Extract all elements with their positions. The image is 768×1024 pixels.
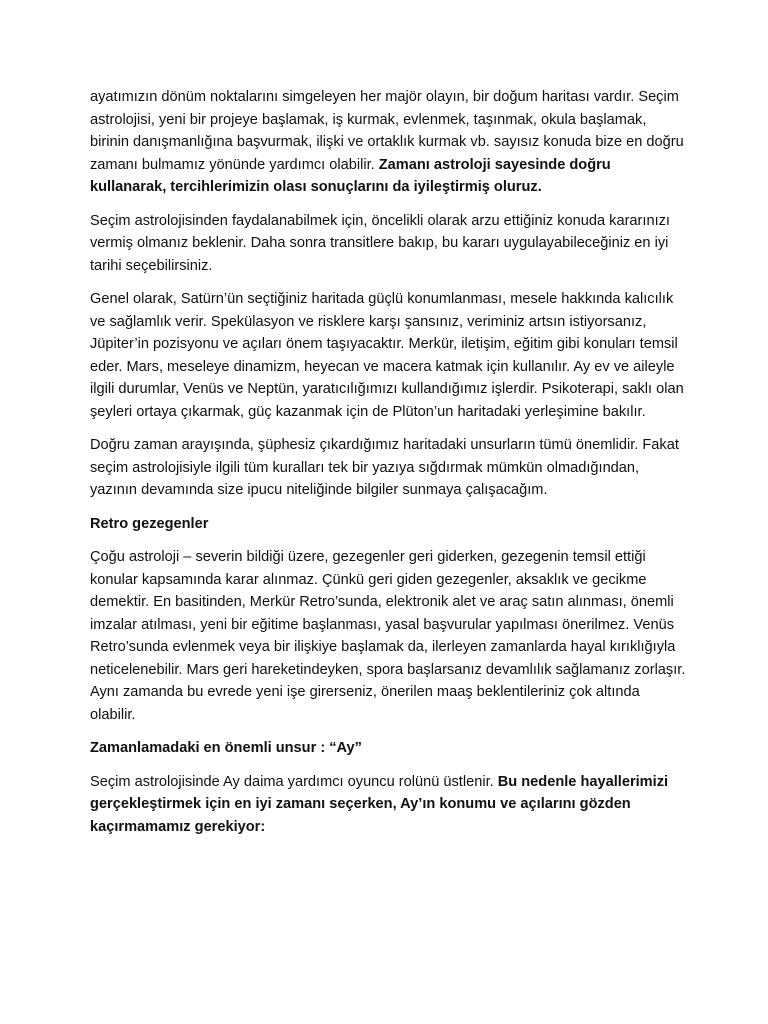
paragraph-planets: Genel olarak, Satürn’ün seçtiğiniz haritada güçlü konumlanması, mesele hakkında kalıcılık ve sağlamlık verir. Spekülasyon ve risklere karşı şansınız, veriminiz artsın istiyorsanız, Jüpiter’in pozisyonu ve açıları önem taşıyacaktır. Merkür, iletişim, eğitim gibi konuları temsil eder. Mars, meseleye dinamizm, heyecan ve macera katmak için kullanılır. Ay ev ve aileyle ilgili durumlar, Venüs ve Neptün, yaratıcılığımızı kullandığımız işlerdir. Psikoterapi, saklı olan şeyleri ortaya çıkarmak, güç kazanmak için de Plüton’un haritadaki yerleşimine bakılır. [90,291,684,420]
document-page [90,86,686,849]
paragraph-retro: Çoğu astroloji – severin bildiği üzere, gezegenler geri giderken, gezegenin temsil ettiği konular kapsamında karar alınmaz. Çünkü geri giden gezegenler, aksaklık ve gecikme demektir. En basitinden, Merkür Retro’sunda, elektronik alet ve araç satın alınması, önemli imzalar atılması, yeni bir eğitime başlanması, yasal başvurular yapılması önerilmez. Venüs Retro’sunda evlenmek veya bir ilişkiye başlamak da, ilerleyen zamanlarda hayal kırıklığıyla neticelenebilir. Mars geri hareketindeyken, spora başlarsanız devamlılık sağlamanız zorlaşır. Aynı zamanda bu evrede yeni işe girerseniz, önerilen maaş beklentileriniz çok altında olabilir. [90,549,686,723]
paragraph-moon-text: Seçim astrolojisinde Ay daima yardımcı oyuncu rolünü üstlenir. [90,773,498,790]
paragraph-intro-text: ayatımızın dönüm noktalarını simgeleyen her majör olayın, bir doğum haritası vardır. Seçim astrolojisi, yeni bir projeye başlamak, iş kurmak, evlenmek, taşınmak, okula başlamak, birinin danışmanlığına başvurmak, ilişki ve ortaklık kurmak vb. sayısız konuda bize en doğru zamanı bulmamız yönünde yardımcı olabilir. [90,89,684,173]
paragraph-moon [90,771,686,839]
paragraph-right-time: Doğru zaman arayışında, şüphesiz çıkardığımız haritadaki unsurların tümü önemlidir. Fakat seçim astrolojisiyle ilgili tüm kuralları tek bir yazıya sığdırmak mümkün olmadığından, yazının devamında size ipucu niteliğinde bilgiler sunmaya çalışacağım. [90,437,679,498]
paragraph-intro [90,86,686,199]
section-heading-retro: Retro gezegenler [90,515,209,532]
section-heading-moon: Zamanlamadaki en önemli unsur : “Ay” [90,740,362,756]
paragraph-decision: Seçim astrolojisinden faydalanabilmek için, öncelikli olarak arzu ettiğiniz konuda kararınızı vermiş olmanız beklenir. Daha sonra transitlere bakıp, bu kararı uygulayabileceğiniz en iyi tarihi seçebilirsiniz. [90,212,670,274]
paragraph-moon-emphasis: Bu nedenle hayallerimizi gerçekleştirmek için en iyi zamanı seçerken, Ay’ın konumu ve açılarını gözden kaçırmamamız gerekiyor: [90,773,669,835]
paragraph-intro-emphasis: Zamanı astroloji sayesinde doğru kullanarak, tercihlerimizin olası sonuçlarını da iyileştirmiş oluruz. [90,156,611,195]
